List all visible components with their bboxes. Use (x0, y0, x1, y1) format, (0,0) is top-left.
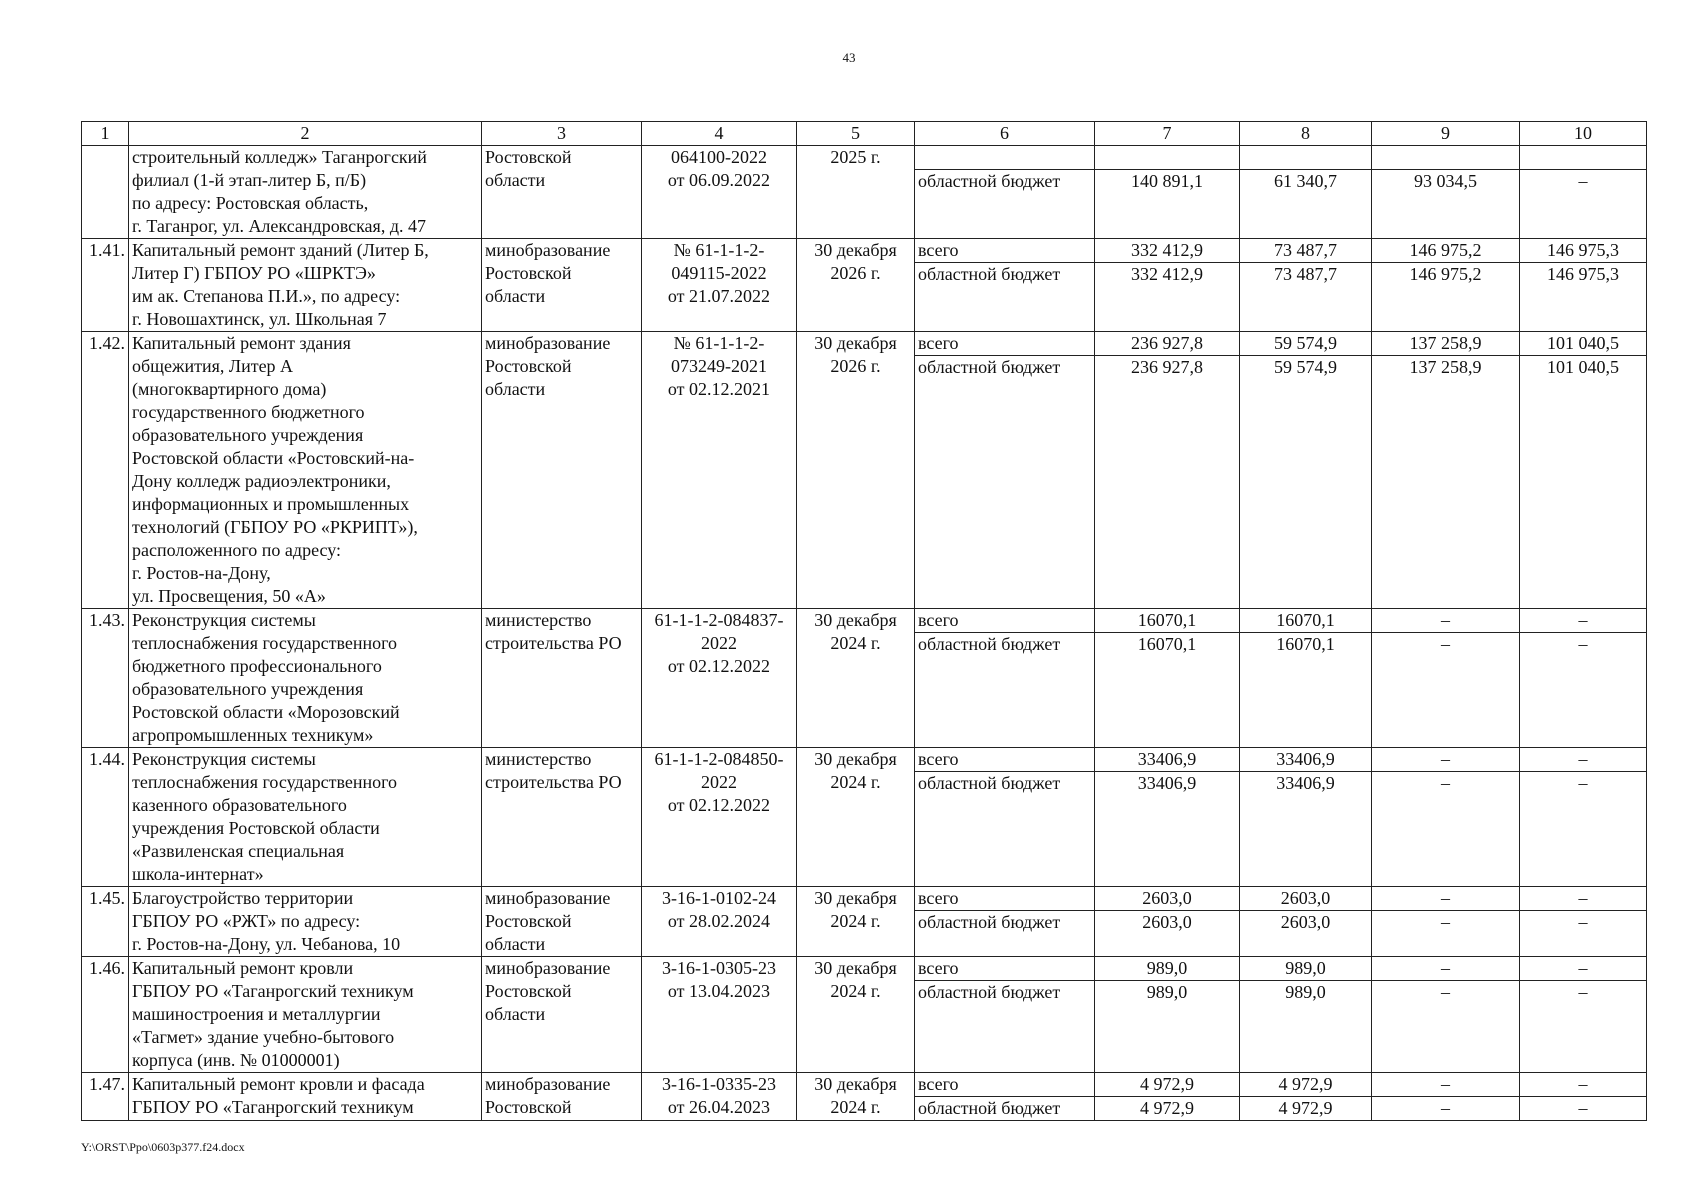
document-cell: 3-16-1-0335-23 от 26.04.2023 (642, 1073, 797, 1121)
value-col10-cell-line: 101 040,5 (1520, 332, 1646, 356)
header-cell: 4 (642, 122, 797, 146)
document-cell: 064100-2022 от 06.09.2022 (642, 146, 797, 239)
term-cell: 30 декабря 2026 г. (797, 239, 915, 332)
object-name-cell: Капитальный ремонт зданий (Литер Б, Литер Г) ГБПОУ РО «ШРКТЭ» им ак. Степанова П.И.», по адресу: г. Новошахтинск, ул. Школьная 7 (129, 239, 482, 332)
term-cell: 30 декабря 2024 г. (797, 748, 915, 887)
customer-cell: Ростовской области (482, 146, 642, 239)
funding-source-cell-line: областной бюджет (918, 634, 1061, 654)
value-col7-cell (1095, 239, 1240, 332)
value-col8-cell-line: 4 972,9 (1240, 1073, 1371, 1097)
value-col10-cell-line: – (1578, 773, 1588, 793)
funding-source-cell-line: областной бюджет (918, 171, 1061, 191)
value-col9-cell (1372, 957, 1520, 1073)
value-col8-cell-line: 33406,9 (1240, 748, 1371, 772)
value-col10-cell (1520, 887, 1647, 957)
value-col8-cell-line: 2603,0 (1240, 887, 1371, 911)
object-name-cell: Капитальный ремонт кровли и фасада ГБПОУ РО «Таганрогский техникум (129, 1073, 482, 1121)
header-cell: 10 (1520, 122, 1647, 146)
document-cell: 3-16-1-0102-24 от 28.02.2024 (642, 887, 797, 957)
value-col10-cell-line: 146 975,3 (1520, 239, 1646, 263)
value-col9-cell (1372, 332, 1520, 609)
value-col7-cell-line: 2603,0 (1095, 887, 1239, 911)
document-cell: № 61-1-1-2- 073249-2021 от 02.12.2021 (642, 332, 797, 609)
funding-source-cell-line: областной бюджет (918, 773, 1061, 793)
footer-file-path: Y:\ORST\Ppo\0603p377.f24.docx (81, 1140, 245, 1154)
customer-cell: минобразование Ростовской области (482, 957, 642, 1073)
table-row (82, 887, 1647, 957)
term-cell: 30 декабря 2024 г. (797, 957, 915, 1073)
header-cell: 7 (1095, 122, 1240, 146)
value-col10-cell (1520, 748, 1647, 887)
funding-source-cell-line: всего (915, 609, 1094, 633)
header-cell: 2 (129, 122, 482, 146)
value-col10-cell (1520, 146, 1647, 239)
value-col7-cell-line: 236 927,8 (1131, 357, 1203, 377)
value-col7-cell-line: 16070,1 (1137, 634, 1197, 654)
value-col7-cell-line: 33406,9 (1137, 773, 1197, 793)
term-cell: 30 декабря 2026 г. (797, 332, 915, 609)
funding-source-cell (915, 239, 1095, 332)
value-col7-cell-line: 989,0 (1146, 982, 1188, 1002)
funding-source-cell-line: областной бюджет (918, 264, 1061, 284)
object-name-cell: Капитальный ремонт здания общежития, Литер А (многоквартирного дома) государственного бюджетного образовательного учреждения Ростовской области «Ростовский-на- Дону колледж радиоэлектроники, информационных и промышленных технологий (ГБПОУ РО «РКРИПТ»), расположенного по адресу: г. Ростов-на-Дону, ул. Просвещения, 50 «А» (129, 332, 482, 609)
funding-source-cell-line: областной бюджет (918, 1098, 1061, 1118)
value-col8-cell-line (1240, 146, 1371, 170)
value-col9-cell (1372, 887, 1520, 957)
term-cell: 2025 г. (797, 146, 915, 239)
value-col7-cell-line: 4 972,9 (1140, 1098, 1194, 1118)
header-cell: 9 (1372, 122, 1520, 146)
value-col8-cell-line: 2603,0 (1280, 912, 1331, 932)
value-col10-cell-line: – (1578, 634, 1588, 654)
table-row (82, 957, 1647, 1073)
value-col10-cell-line: – (1578, 912, 1588, 932)
value-col9-cell-line: – (1372, 748, 1519, 772)
value-col9-cell-line: – (1441, 912, 1450, 932)
customer-cell: минобразование Ростовской области (482, 887, 642, 957)
value-col8-cell (1240, 239, 1372, 332)
row-number-cell: 1.47. (82, 1073, 129, 1121)
table-row (82, 609, 1647, 748)
value-col10-cell (1520, 239, 1647, 332)
value-col9-cell-line: 146 975,2 (1409, 264, 1482, 284)
value-col8-cell (1240, 957, 1372, 1073)
value-col8-cell-line: 73 487,7 (1274, 264, 1337, 284)
value-col7-cell-line: 16070,1 (1095, 609, 1239, 633)
value-col7-cell-line: 33406,9 (1095, 748, 1239, 772)
funding-source-cell-line: всего (915, 957, 1094, 981)
funding-source-cell-line: областной бюджет (918, 912, 1061, 932)
value-col8-cell (1240, 1073, 1372, 1121)
value-col7-cell-line: 989,0 (1095, 957, 1239, 981)
document-cell: 3-16-1-0305-23 от 13.04.2023 (642, 957, 797, 1073)
value-col9-cell-line: – (1372, 957, 1519, 981)
document-cell: № 61-1-1-2- 049115-2022 от 21.07.2022 (642, 239, 797, 332)
header-row (82, 122, 1647, 146)
value-col9-cell-line: – (1372, 1073, 1519, 1097)
value-col10-cell (1520, 332, 1647, 609)
term-cell: 30 декабря 2024 г. (797, 887, 915, 957)
value-col7-cell-line: 332 412,9 (1131, 264, 1203, 284)
value-col8-cell-line: 59 574,9 (1274, 357, 1337, 377)
value-col9-cell-line: 146 975,2 (1372, 239, 1519, 263)
value-col8-cell-line: 16070,1 (1276, 634, 1335, 654)
value-col7-cell-line (1095, 146, 1239, 170)
value-col9-cell (1372, 609, 1520, 748)
value-col8-cell (1240, 748, 1372, 887)
object-name-cell: Реконструкция системы теплоснабжения государственного казенного образовательного учреждения Ростовской области «Развиленская специальная школа-интернат» (129, 748, 482, 887)
value-col10-cell-line: – (1520, 957, 1646, 981)
value-col9-cell-line: 137 258,9 (1409, 357, 1482, 377)
object-name-cell: Реконструкция системы теплоснабжения государственного бюджетного профессионального образовательного учреждения Ростовской области «Морозовский агропромышленных техникум» (129, 609, 482, 748)
value-col9-cell-line: – (1372, 887, 1519, 911)
object-name-cell: Благоустройство территории ГБПОУ РО «РЖТ» по адресу: г. Ростов-на-Дону, ул. Чебанова, 10 (129, 887, 482, 957)
value-col8-cell-line: 4 972,9 (1278, 1098, 1333, 1118)
funding-source-cell-line: всего (915, 748, 1094, 772)
value-col9-cell (1372, 748, 1520, 887)
funding-source-cell-line: всего (915, 239, 1094, 263)
value-col10-cell-line: – (1520, 887, 1646, 911)
header-cell: 6 (915, 122, 1095, 146)
row-number-cell: 1.43. (82, 609, 129, 748)
value-col7-cell (1095, 887, 1240, 957)
value-col10-cell-line: – (1578, 1098, 1588, 1118)
value-col10-cell-line: – (1578, 982, 1588, 1002)
value-col7-cell (1095, 957, 1240, 1073)
funding-source-cell (915, 146, 1095, 239)
value-col8-cell-line: 989,0 (1240, 957, 1371, 981)
row-number-cell: 1.45. (82, 887, 129, 957)
customer-cell: министерство строительства РО (482, 748, 642, 887)
funding-source-cell (915, 957, 1095, 1073)
value-col10-cell-line: – (1520, 748, 1646, 772)
table-row (82, 239, 1647, 332)
document-cell: 61-1-1-2-084850- 2022 от 02.12.2022 (642, 748, 797, 887)
table-row (82, 748, 1647, 887)
row-number-cell (82, 146, 129, 239)
value-col9-cell-line: – (1441, 773, 1450, 793)
funding-source-cell (915, 1073, 1095, 1121)
value-col10-cell-line: – (1578, 171, 1588, 191)
value-col7-cell (1095, 748, 1240, 887)
value-col9-cell-line: 93 034,5 (1414, 171, 1477, 191)
document-cell: 61-1-1-2-084837- 2022 от 02.12.2022 (642, 609, 797, 748)
funding-source-cell-line: областной бюджет (918, 357, 1061, 377)
table-row (82, 146, 1647, 239)
funding-source-cell (915, 609, 1095, 748)
value-col10-cell (1520, 957, 1647, 1073)
value-col8-cell-line: 989,0 (1285, 982, 1326, 1002)
header-cell: 5 (797, 122, 915, 146)
value-col7-cell (1095, 332, 1240, 609)
value-col7-cell-line: 332 412,9 (1095, 239, 1239, 263)
funding-source-cell-line: всего (915, 887, 1094, 911)
value-col10-cell-line: – (1520, 609, 1646, 633)
row-number-cell: 1.41. (82, 239, 129, 332)
value-col9-cell (1372, 146, 1520, 239)
funding-source-cell (915, 887, 1095, 957)
page-number: 43 (842, 50, 856, 65)
table-row (82, 332, 1647, 609)
value-col8-cell-line: 59 574,9 (1240, 332, 1371, 356)
budget-table (81, 121, 1647, 1121)
value-col8-cell-line: 33406,9 (1276, 773, 1335, 793)
funding-source-cell (915, 748, 1095, 887)
value-col10-cell (1520, 1073, 1647, 1121)
value-col10-cell-line: – (1520, 1073, 1646, 1097)
funding-source-cell-line: областной бюджет (918, 982, 1061, 1002)
row-number-cell: 1.44. (82, 748, 129, 887)
funding-source-cell-line: всего (915, 1073, 1094, 1097)
header-cell: 8 (1240, 122, 1372, 146)
value-col9-cell-line: – (1372, 609, 1519, 633)
table-row (82, 1073, 1647, 1121)
value-col7-cell (1095, 609, 1240, 748)
value-col9-cell-line: – (1441, 982, 1450, 1002)
object-name-cell: строительный колледж» Таганрогский филиал (1-й этап-литер Б, п/Б) по адресу: Ростовская область, г. Таганрог, ул. Александровская, д. 47 (129, 146, 482, 239)
header-cell: 3 (482, 122, 642, 146)
value-col7-cell-line: 140 891,1 (1131, 171, 1203, 191)
value-col7-cell-line: 2603,0 (1142, 912, 1192, 932)
value-col9-cell-line (1372, 146, 1519, 170)
value-col10-cell-line: 146 975,3 (1547, 264, 1619, 284)
header-cell: 1 (82, 122, 129, 146)
value-col9-cell (1372, 239, 1520, 332)
customer-cell: минобразование Ростовской области (482, 239, 642, 332)
value-col9-cell (1372, 1073, 1520, 1121)
value-col8-cell (1240, 146, 1372, 239)
funding-source-cell (915, 332, 1095, 609)
value-col8-cell (1240, 887, 1372, 957)
row-number-cell: 1.46. (82, 957, 129, 1073)
value-col7-cell (1095, 1073, 1240, 1121)
value-col10-cell (1520, 609, 1647, 748)
value-col8-cell (1240, 609, 1372, 748)
customer-cell: министерство строительства РО (482, 609, 642, 748)
value-col8-cell-line: 16070,1 (1240, 609, 1371, 633)
row-number-cell: 1.42. (82, 332, 129, 609)
funding-source-cell-line (915, 146, 1094, 170)
funding-source-cell-line: всего (915, 332, 1094, 356)
value-col7-cell-line: 236 927,8 (1095, 332, 1239, 356)
customer-cell: минобразование Ростовской (482, 1073, 642, 1121)
value-col8-cell-line: 73 487,7 (1240, 239, 1371, 263)
value-col10-cell-line (1520, 146, 1646, 170)
value-col7-cell (1095, 146, 1240, 239)
term-cell: 30 декабря 2024 г. (797, 609, 915, 748)
value-col9-cell-line: 137 258,9 (1372, 332, 1519, 356)
value-col9-cell-line: – (1441, 634, 1450, 654)
value-col8-cell-line: 61 340,7 (1274, 171, 1337, 191)
value-col10-cell-line: 101 040,5 (1547, 357, 1619, 377)
term-cell: 30 декабря 2024 г. (797, 1073, 915, 1121)
object-name-cell: Капитальный ремонт кровли ГБПОУ РО «Таганрогский техникум машиностроения и металлургии «Тагмет» здание учебно-бытового корпуса (инв. № 01000001) (129, 957, 482, 1073)
value-col9-cell-line: – (1441, 1098, 1450, 1118)
value-col8-cell (1240, 332, 1372, 609)
customer-cell: минобразование Ростовской области (482, 332, 642, 609)
value-col7-cell-line: 4 972,9 (1095, 1073, 1239, 1097)
